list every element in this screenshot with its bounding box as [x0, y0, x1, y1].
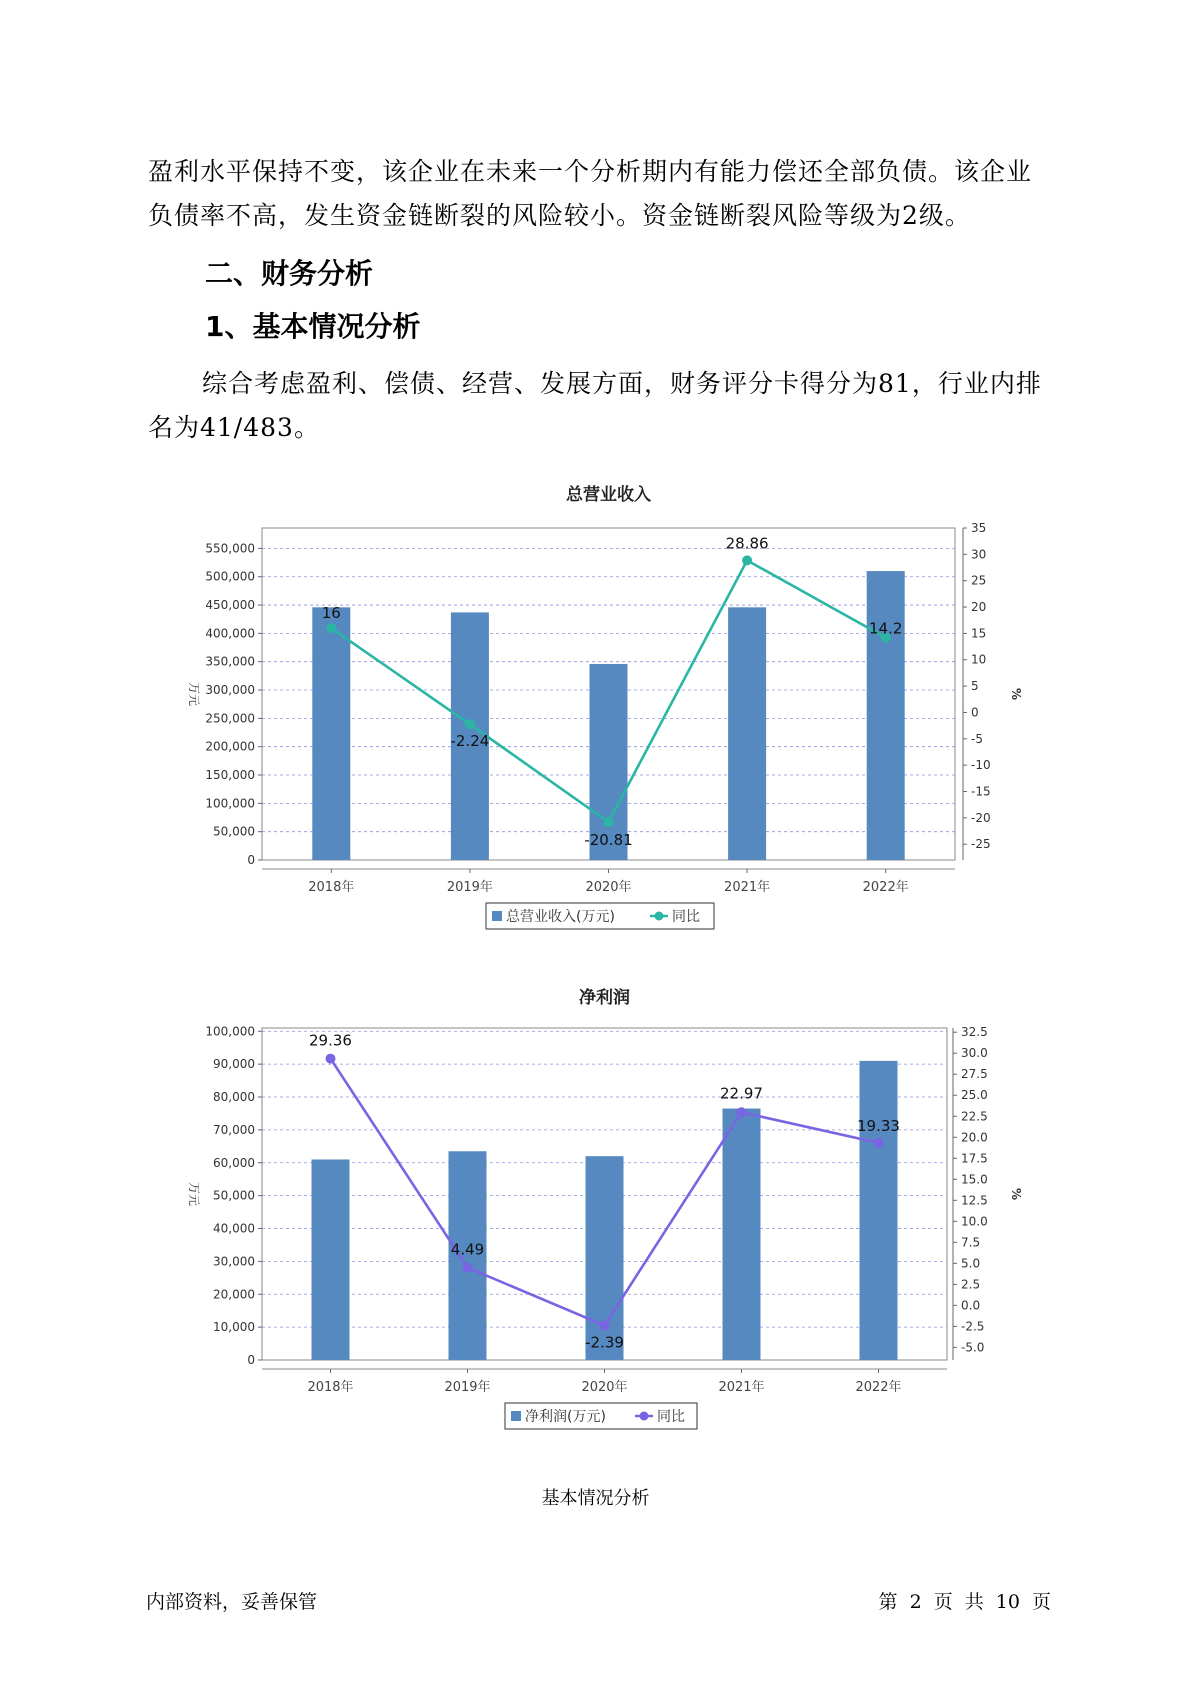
y2-tick-label: 30.0	[961, 1046, 988, 1061]
line-point	[742, 555, 752, 565]
data-label: -2.24	[450, 732, 490, 751]
legend-bar-swatch	[492, 911, 502, 921]
x-tick-label: 2021年	[724, 880, 771, 895]
legend-bar-label: 净利润(万元)	[525, 1409, 606, 1425]
footer-confidential-note: 内部资料，妥善保管	[146, 1591, 318, 1613]
y2-tick-label: -15	[971, 784, 991, 799]
y2-tick-label: -20	[971, 810, 991, 825]
x-tick-label: 2020年	[585, 880, 632, 895]
y-tick-label: 500,000	[205, 569, 255, 584]
bar	[312, 1159, 350, 1360]
y-tick-label: 250,000	[205, 711, 255, 726]
y-tick-label: 50,000	[213, 1188, 255, 1203]
y-tick-label: 20,000	[213, 1287, 255, 1302]
line-point	[326, 623, 336, 633]
y-tick-label: 300,000	[205, 683, 255, 698]
y2-tick-label: 7.5	[961, 1235, 981, 1250]
y-tick-label: 80,000	[213, 1090, 255, 1105]
y-tick-label: 70,000	[213, 1122, 255, 1137]
y-tick-label: 150,000	[205, 768, 255, 783]
y-tick-label: 40,000	[213, 1221, 255, 1236]
chart-title: 总营业收入	[566, 485, 651, 505]
data-label: -20.81	[584, 831, 633, 850]
y-tick-label: 50,000	[213, 824, 255, 839]
y-tick-label: 30,000	[213, 1254, 255, 1269]
y2-tick-label: 2.5	[961, 1277, 981, 1292]
y2-tick-label: 22.5	[961, 1109, 988, 1124]
y2-tick-label: 17.5	[961, 1151, 988, 1166]
legend-line-label: 同比	[672, 909, 700, 925]
legend-bar-swatch	[511, 1411, 521, 1421]
data-label: 29.36	[309, 1031, 352, 1050]
y-tick-label: 90,000	[213, 1057, 255, 1072]
net-profit-chart	[0, 975, 1191, 1445]
data-label: 4.49	[450, 1240, 485, 1259]
line-point	[874, 1138, 884, 1148]
revenue-chart	[0, 475, 1191, 945]
y2-tick-label: -5.0	[961, 1340, 985, 1355]
paragraph-score: 综合考虑盈利、偿债、经营、发展方面，财务评分卡得分为81，行业内排名为41/483。	[148, 369, 1042, 442]
y2-tick-label: 20	[971, 600, 987, 615]
bar	[723, 1109, 761, 1360]
y2-tick-label: 35	[971, 521, 987, 535]
y2-tick-label: 30	[971, 547, 987, 562]
footer-page-number: 第 2 页 共 10 页	[878, 1591, 1051, 1613]
y2-tick-label: 12.5	[961, 1193, 988, 1208]
y2-tick-label: 25	[971, 573, 987, 588]
y2-axis-label: %	[1009, 687, 1023, 701]
bar	[867, 571, 905, 860]
data-label: 28.86	[725, 534, 769, 553]
data-label: 14.2	[868, 619, 903, 638]
y2-tick-label: 20.0	[961, 1130, 988, 1145]
y-tick-label: 100,000	[205, 1024, 255, 1039]
y2-tick-label: 27.5	[961, 1067, 988, 1082]
legend-line-label: 同比	[657, 1409, 685, 1425]
y2-tick-label: -25	[971, 837, 991, 852]
y-tick-label: 0	[247, 853, 255, 867]
paragraph-risk: 盈利水平保持不变，该企业在未来一个分析期内有能力偿还全部负债。该企业负债率不高，发生资金链断裂的风险较小。资金链断裂风险等级为2级。	[148, 157, 1033, 230]
y2-tick-label: 25.0	[961, 1088, 988, 1103]
section-heading-financial-analysis: 二、财务分析	[205, 257, 374, 290]
line-point	[326, 1054, 336, 1064]
data-label: -2.39	[585, 1333, 624, 1352]
x-tick-label: 2018年	[307, 1380, 354, 1395]
y-axis-label: 万元	[187, 681, 201, 707]
y-tick-label: 100,000	[205, 796, 255, 811]
x-tick-label: 2019年	[444, 1380, 491, 1395]
y2-tick-label: 0.0	[961, 1298, 981, 1313]
data-label: 19.33	[857, 1116, 900, 1135]
data-label: 22.97	[720, 1084, 763, 1103]
line-point	[737, 1107, 747, 1117]
chart-title: 净利润	[579, 988, 630, 1008]
x-tick-label: 2020年	[581, 1380, 628, 1395]
y2-tick-label: 5.0	[961, 1256, 981, 1271]
y2-tick-label: 32.5	[961, 1025, 988, 1040]
y-tick-label: 60,000	[213, 1155, 255, 1170]
y2-tick-label: 15.0	[961, 1172, 988, 1187]
y-tick-label: 450,000	[205, 598, 255, 613]
line-point	[604, 817, 614, 827]
bar	[312, 607, 350, 860]
y-tick-label: 0	[247, 1353, 255, 1367]
y2-tick-label: -10	[971, 758, 991, 773]
y2-tick-label: 10.0	[961, 1214, 988, 1229]
subsection-heading-basic-analysis: 1、基本情况分析	[205, 310, 421, 343]
y-tick-label: 200,000	[205, 739, 255, 754]
y2-tick-label: 0	[971, 705, 979, 720]
y2-tick-label: -2.5	[961, 1319, 985, 1334]
y-tick-label: 350,000	[205, 654, 255, 669]
bar	[728, 607, 766, 860]
y-tick-label: 10,000	[213, 1320, 255, 1335]
line-point	[600, 1320, 610, 1330]
x-tick-label: 2022年	[855, 1380, 902, 1395]
x-tick-label: 2018年	[308, 880, 355, 895]
y-tick-label: 550,000	[205, 541, 255, 556]
y-tick-label: 400,000	[205, 626, 255, 641]
x-tick-label: 2019年	[446, 880, 493, 895]
x-tick-label: 2021年	[718, 1380, 765, 1395]
legend-bar-label: 总营业收入(万元)	[506, 909, 615, 925]
line-point	[463, 1263, 473, 1273]
line-point	[465, 719, 475, 729]
y2-tick-label: 10	[971, 652, 987, 667]
x-tick-label: 2022年	[862, 880, 909, 895]
y2-axis-label: %	[1009, 1187, 1023, 1201]
y2-tick-label: -5	[971, 731, 983, 746]
legend-line-marker	[655, 912, 664, 921]
y-axis-label: 万元	[187, 1181, 201, 1207]
bar	[860, 1061, 898, 1360]
data-label: 16	[321, 604, 341, 623]
y2-tick-label: 15	[971, 626, 987, 641]
legend-line-marker	[640, 1412, 649, 1421]
y2-tick-label: 5	[971, 679, 979, 694]
figure-caption: 基本情况分析	[541, 1488, 650, 1509]
